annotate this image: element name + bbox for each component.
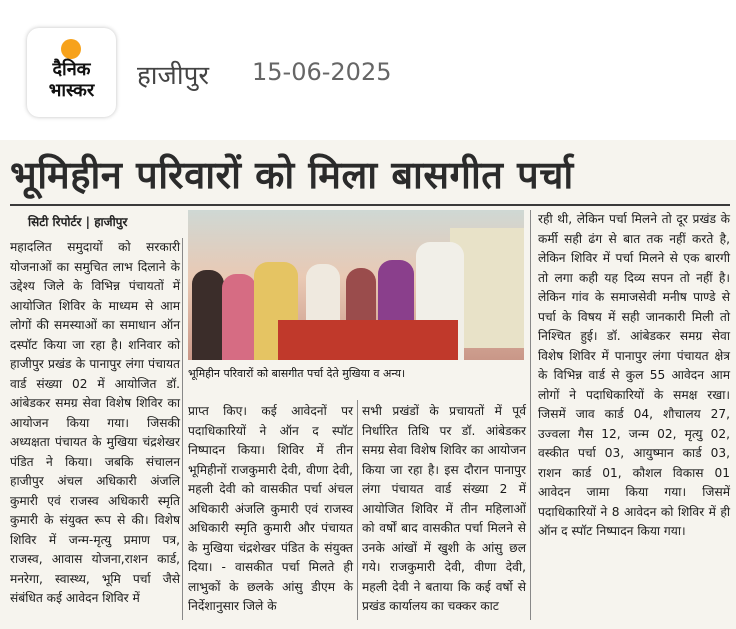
photo-person bbox=[192, 270, 224, 360]
photo-table bbox=[278, 320, 458, 360]
photo-caption: भूमिहीन परिवारों को बासगीत पर्चा देते मुखिया व अन्य। bbox=[188, 367, 406, 380]
app-header bbox=[0, 0, 736, 140]
article-column-4: रही थी, लेकिन पर्चा मिलने तो दूर प्रखंड के कर्मी सही ढंग से बात तक नहीं करते है, लेकिन शिविर में पर्चा मिलने से एक बारगी तो लगा कही यह दिव्य सपन तो नहीं है। लेकिन गांव के समाजसेवी मनीष पाण्डे से पर्चा के विषय में सही जानकारी मिली तो निश्चित हुई। डॉ. आंबेडकर समग्र सेवा विशेष शिविर में पानापुर लंगा पंचायत क्षेत्र के विभिन्न वार्ड से कुल 55 आवेदन आम लोगों ने पदाधिकारियों के समक्ष रखा। जिसमें जाव कार्ड 04, शौचालय 27, उज्वला गैस 12, जन्म 02, मृत्यु 02, वस्कीत पर्चा 03, आयुष्मान कार्ड 03, राशन कार्ड 01, कौशल विकास 01 आवेदन जामा किया गया। जिसमें पदाधिकारियों ने 8 आवेदन को शिविर में ही ऑन द स्पॉट निष्पादन किया गया। bbox=[538, 212, 730, 538]
column-divider bbox=[530, 210, 531, 620]
column-divider bbox=[357, 400, 358, 620]
edition-date: 15-06-2025 bbox=[252, 58, 392, 86]
logo-line-2: भास्कर bbox=[48, 80, 95, 101]
sun-icon bbox=[61, 39, 81, 59]
photo-person bbox=[222, 274, 256, 360]
article-column-2: प्राप्त किए। कई आवेदनों पर पदाधिकारियों ने ऑन द स्पॉट निष्पादन किया। शिविर में तीन भूमिहीनों राजकुमारी देवी, वीणा देवी, महली देवी को वासकीत पर्चा अंचल अधिकारी अंजलि कुमारी एवं राजस्व अधिकारी स्मृति कुमारी और पंचायत के मुखिया चंद्रशेखर पंडित के संयुक्त दिया। - वासकीत पर्चा मिलते ही लाभुकों के छलके आंसु डीएम के निर्देशानुसार जिले के bbox=[188, 404, 353, 613]
byline: सिटी रिपोर्टर | हाजीपुर bbox=[28, 215, 128, 229]
logo-line-1: दैनिक bbox=[52, 59, 91, 80]
edition-city: हाजीपुर bbox=[137, 61, 209, 91]
headline: भूमिहीन परिवारों को मिला बासगीत पर्चा bbox=[10, 153, 574, 197]
news-photo bbox=[188, 210, 524, 360]
headline-rule bbox=[10, 204, 730, 206]
column-divider bbox=[182, 238, 183, 620]
brand-logo[interactable] bbox=[27, 28, 116, 117]
article-column-3: सभी प्रखंडों के प्रचायतों में पूर्व निर्धारित तिथि पर डॉ. आंबेडकर समग्र सेवा विशेष शिविर का आयोजन किया जा रहा है। इस दौरान पानापुर लंगा पंचायत वार्ड संख्या 2 में आयोजित शिविर में तीन महिलाओं को वर्षों बाद वासकीत पर्चा मिलने से उनके आंखों में खुशी के आंसु छल गये। राजकुमारी देवी, वीणा देवी, महली देवी ने बताया कि कई वर्षो से प्रखंड कार्यालय का चक्कर काट bbox=[362, 404, 526, 613]
article-column-1: महादलित समुदायों को सरकारी योजनाओं का समुचित लाभ दिलाने के उद्देश्य जिले के विभिन्न पंचायतों में आयोजित शिविर के माध्यम से आम लोगों की समस्याओं का समाधान ऑन दस्पॉट किया जा रहा है। शनिवार को हाजीपुर प्रखंड के पानापुर लंगा पंचायत वार्ड संख्या 02 में आयोजित डॉ. आंबेडकर समग्र सेवा विशेष शिविर का आयोजन किया गया। जिसकी अध्यक्षता पंचायत के मुखिया चंद्रशेखर पंडित ने किया। जबकि संचालन हाजीपुर अंचल अधिकारी अंजलि कुमारी एवं राजस्व अधिकारी स्मृति कुमारी के संयुक्त रूप से की। विशेष शिविर में जन्म-मृत्यु प्रमाण पत्र, राजस्व, आवास योजना,राशन कार्ड, मनरेगा, स्वास्थ्य, भूमि पर्चा जैसे संबंधित कई आवेदन शिविर में bbox=[10, 240, 180, 605]
